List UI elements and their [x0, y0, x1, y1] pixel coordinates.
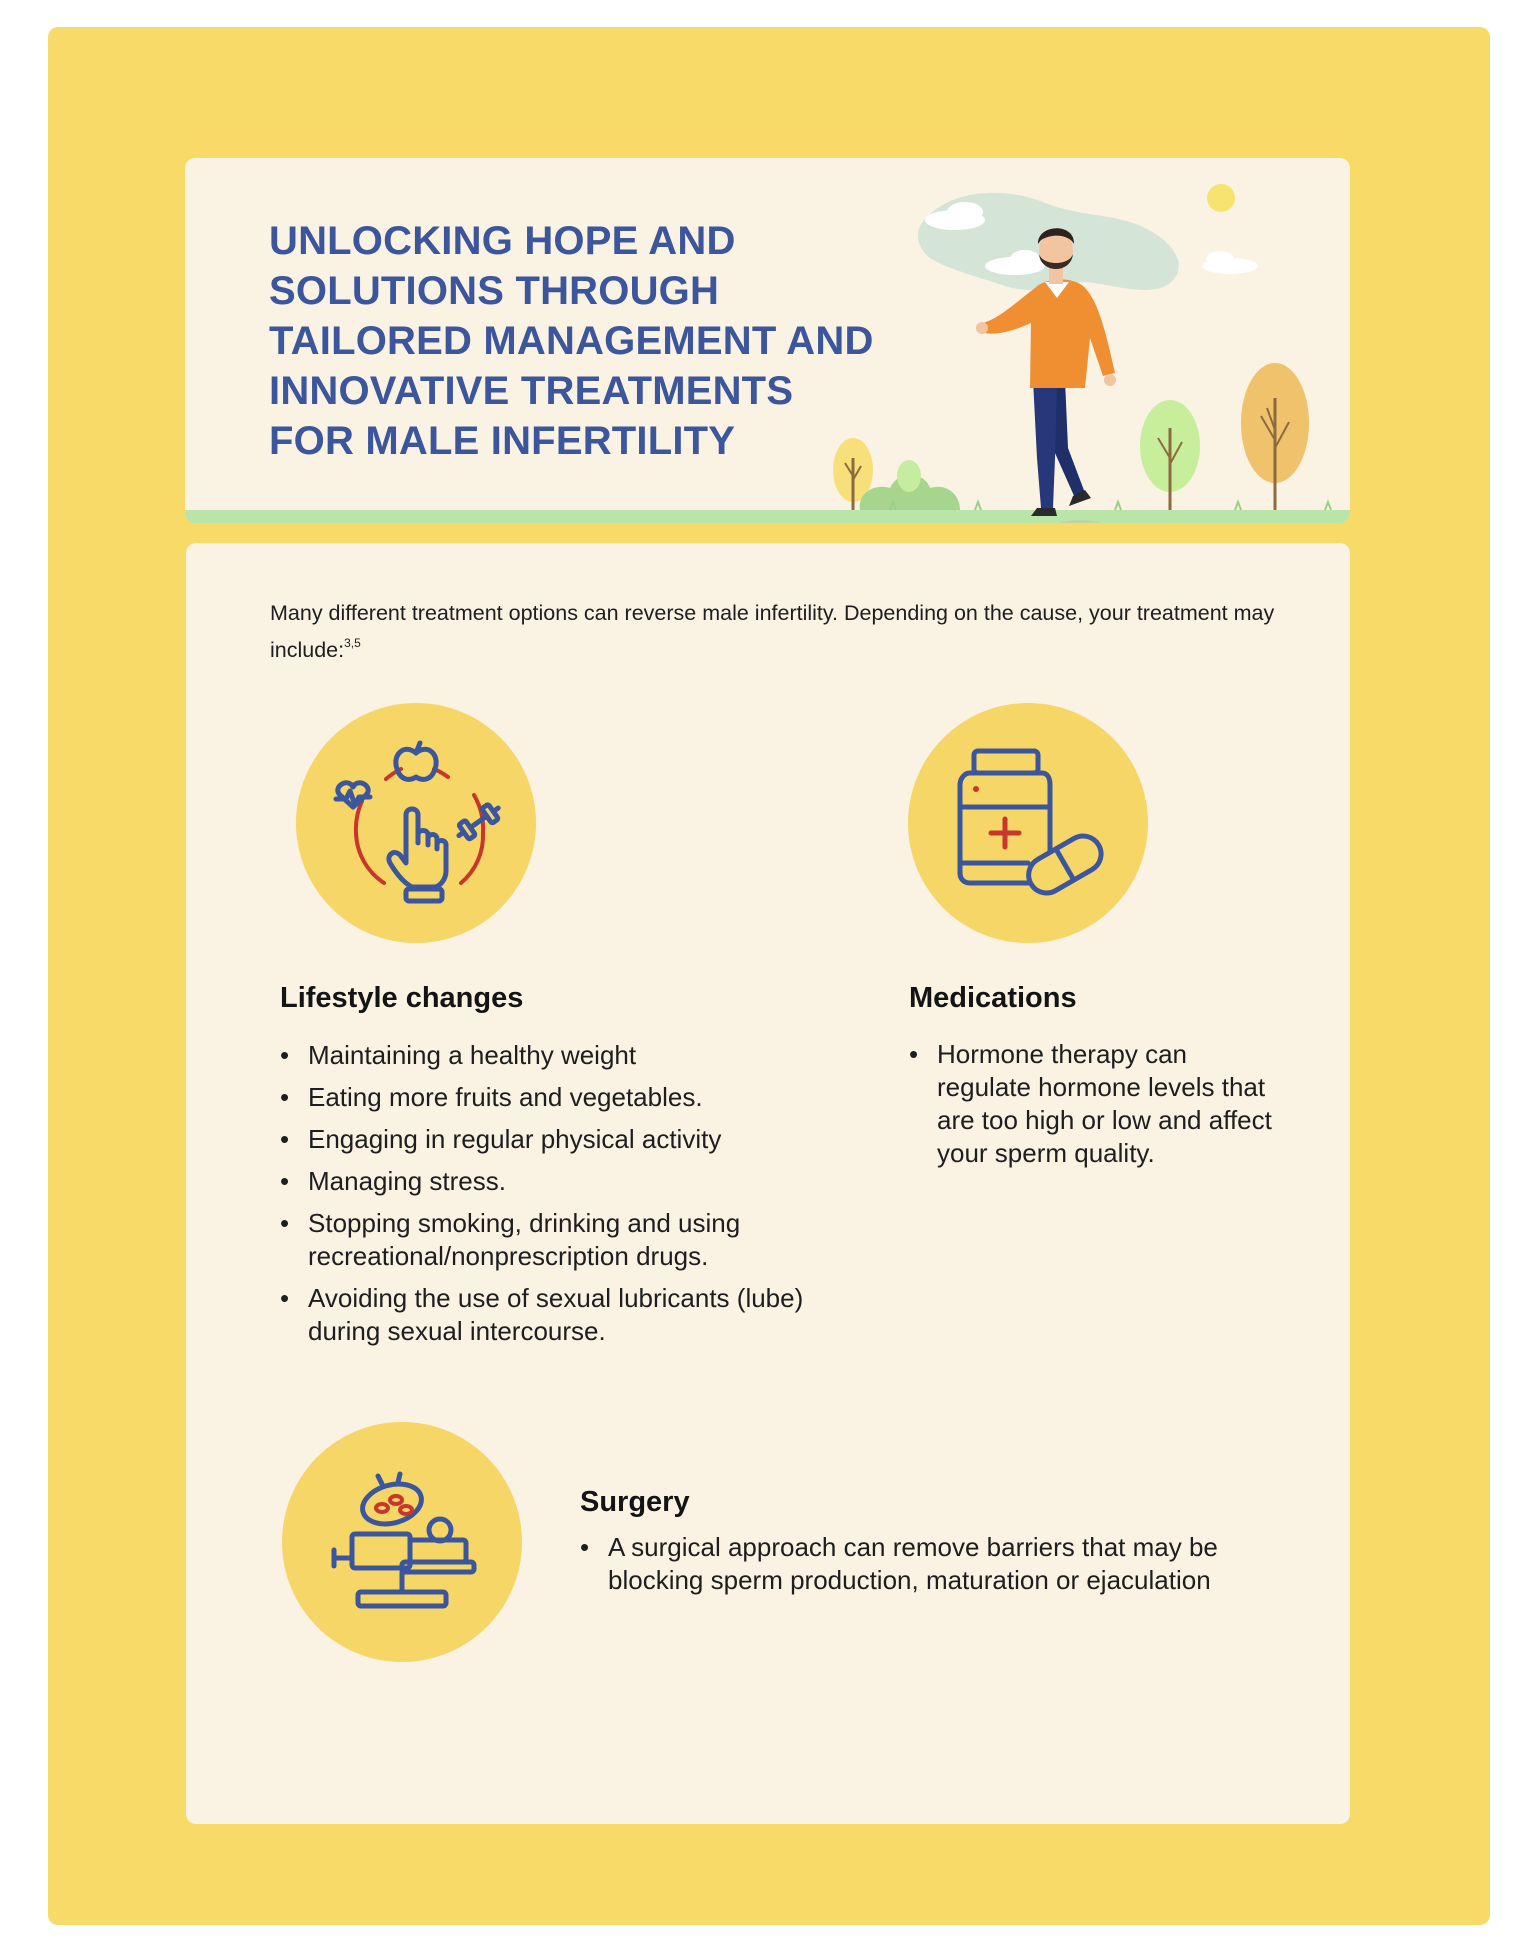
title-line: UNLOCKING HOPE AND [269, 219, 736, 263]
list-item: • Stopping smoking, drinking and using recreational/nonprescription drugs. [280, 1207, 840, 1273]
medications-heading: Medications [909, 982, 1077, 1014]
intro-references: 3,5 [344, 636, 361, 650]
list-item: • Engaging in regular physical activity [280, 1123, 840, 1156]
title-line: SOLUTIONS THROUGH [269, 269, 720, 313]
medications-list [909, 1038, 1279, 1170]
content-card [186, 543, 1350, 1824]
title-line: FOR MALE INFERTILITY [269, 419, 736, 463]
list-item: • Eating more fruits and vegetables. [280, 1081, 840, 1114]
list-item: • Hormone therapy can regulate hormone levels that are too high or low and affect your sperm quality. [909, 1038, 1279, 1170]
lifestyle-heading: Lifestyle changes [280, 982, 524, 1014]
title-line: TAILORED MANAGEMENT AND [269, 319, 874, 363]
list-item: • Maintaining a healthy weight [280, 1039, 840, 1072]
tree-icon [1140, 400, 1200, 510]
list-item: • Managing stress. [280, 1165, 840, 1198]
list-item: • A surgical approach can remove barriers that may be blocking sperm production, maturation or ejaculation [580, 1531, 1280, 1597]
intro-sentence: Many different treatment options can reverse male infertility. Depending on the cause, your treatment may include: [270, 601, 1275, 662]
surgery-list [580, 1531, 1280, 1597]
list-item: • Avoiding the use of sexual lubricants (lube) during sexual intercourse. [280, 1282, 840, 1348]
surgery-heading: Surgery [580, 1486, 690, 1518]
title-line: INNOVATIVE TREATMENTS [269, 369, 794, 413]
intro-text [270, 598, 1290, 665]
surgery-icon [282, 1422, 522, 1662]
page-title [269, 216, 949, 466]
lifestyle-list [280, 1039, 840, 1357]
hero-banner [185, 158, 1350, 523]
medication-icon [908, 703, 1148, 943]
lifestyle-icon [296, 703, 536, 943]
tree-icon [1241, 363, 1309, 510]
